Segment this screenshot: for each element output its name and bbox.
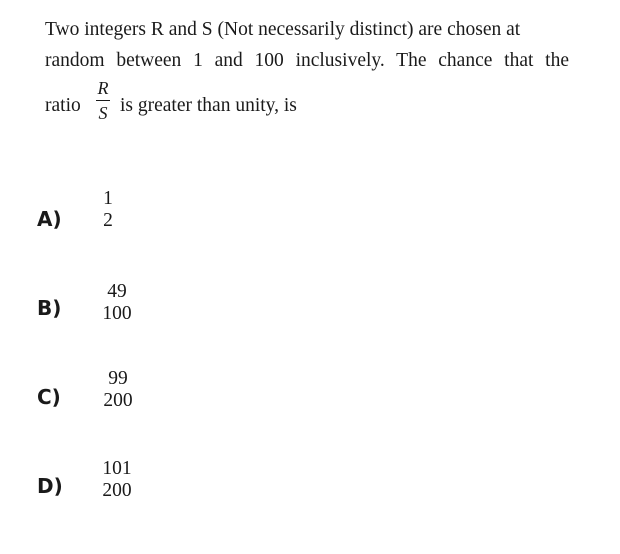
option-b-numerator: 49 <box>107 281 127 302</box>
option-a-label: A) <box>37 207 62 231</box>
option-a-fraction <box>99 188 117 232</box>
option-c-denominator: 200 <box>103 390 133 411</box>
option-d-numerator: 101 <box>102 458 132 479</box>
question-line-3 <box>45 78 569 130</box>
option-b-label: B) <box>37 296 62 320</box>
question-ratio-suffix: is greater than unity, is <box>120 95 297 116</box>
question-text <box>45 14 569 130</box>
option-c-numerator: 99 <box>108 368 128 389</box>
option-b-denominator: 100 <box>102 303 132 324</box>
option-a-denominator: 2 <box>103 210 113 231</box>
ratio-numerator: R <box>97 78 109 98</box>
option-d-fraction <box>99 458 135 502</box>
option-c-label: C) <box>37 385 61 409</box>
option-d-label: D) <box>37 474 63 498</box>
question-ratio-prefix: ratio <box>45 95 81 116</box>
ratio-fraction <box>93 78 113 123</box>
question-line-2: random between 1 and 100 inclusively. The chance that the <box>45 50 569 71</box>
option-a-numerator: 1 <box>103 188 113 209</box>
ratio-fraction-bar <box>96 100 110 101</box>
question-line-1: Two integers R and S (Not necessarily distinct) are chosen at <box>45 19 521 40</box>
option-b-fraction <box>99 281 135 325</box>
option-c-fraction <box>99 368 137 412</box>
ratio-denominator: S <box>98 103 108 123</box>
option-d-denominator: 200 <box>102 480 132 501</box>
